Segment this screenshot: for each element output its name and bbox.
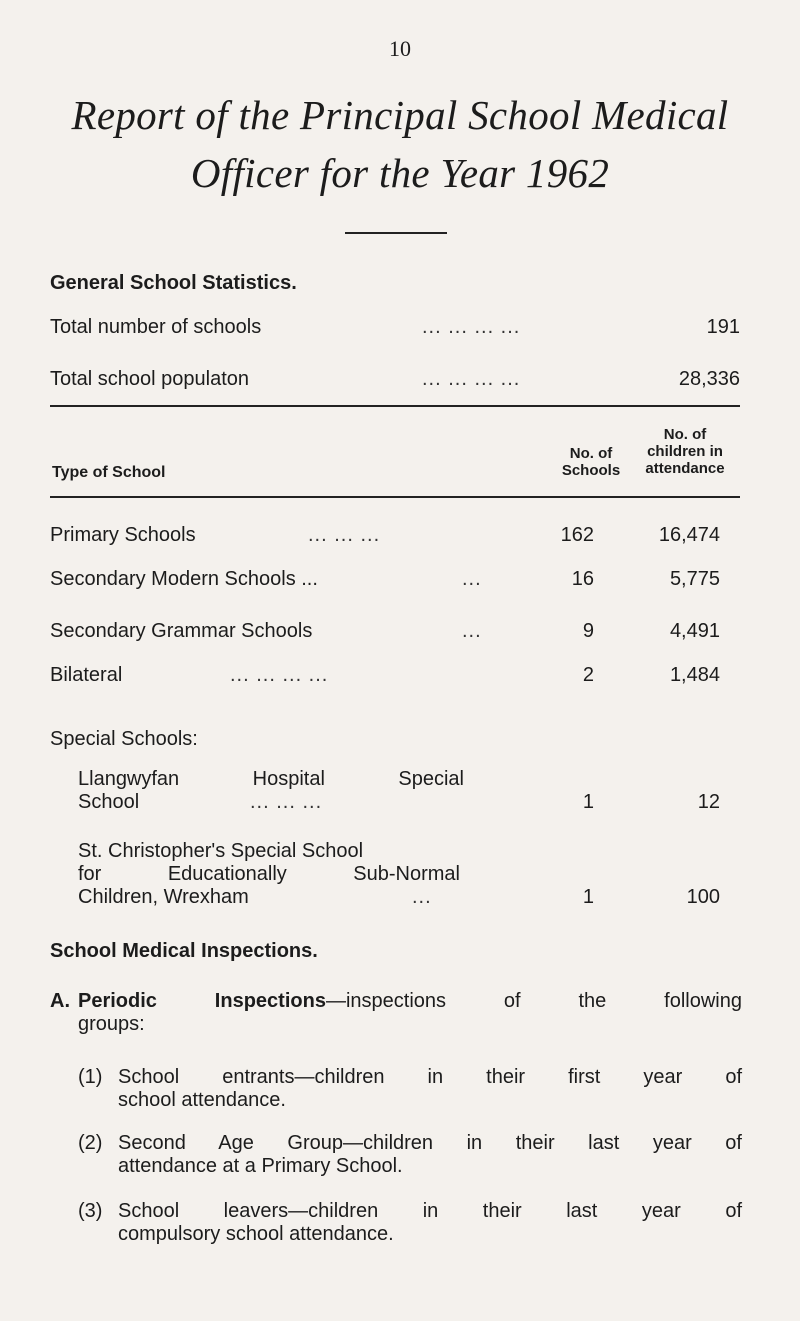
- title-line-2: Officer for the Year 1962: [190, 150, 610, 196]
- leader-dots: ... ... ... ...: [230, 664, 329, 686]
- item-line: attendance at a Primary School.: [118, 1155, 403, 1177]
- periodic-inspections-label: Periodic Inspections: [78, 990, 326, 1012]
- stat-value: 28,336: [678, 368, 740, 390]
- schools-value: 1: [582, 886, 594, 908]
- label-line: School: [78, 791, 140, 813]
- row-label: Secondary Grammar Schools: [50, 620, 313, 642]
- stat-label: Total school populaton: [50, 368, 250, 390]
- item-letter: A.: [50, 990, 70, 1012]
- label-line: Llangwyfan Hospital Special: [78, 768, 464, 790]
- paragraph-line: groups:: [78, 1013, 145, 1035]
- label-line: St. Christopher's Special School: [78, 840, 364, 862]
- leader-dots: ...: [462, 568, 482, 590]
- header-line: attendance: [645, 460, 725, 477]
- leader-dots: ... ... ...: [250, 791, 323, 813]
- item-number: (3): [78, 1200, 103, 1222]
- item-number: (1): [78, 1066, 103, 1088]
- row-label: [78, 768, 464, 814]
- schools-value: 162: [560, 524, 594, 546]
- paragraph-line: [78, 990, 742, 1013]
- title-line-1: Report of the Principal School Medical: [71, 92, 729, 138]
- general-statistics-heading: General School Statistics.: [50, 272, 297, 294]
- column-header-type: Type of School: [52, 464, 166, 481]
- item-number: (2): [78, 1132, 103, 1154]
- label-line: Children, Wrexham: [78, 886, 249, 908]
- leader-dots: ... ... ... ...: [422, 368, 521, 390]
- children-value: 5,775: [669, 568, 720, 590]
- leader-dots: ... ... ...: [308, 524, 381, 546]
- label-line: for Educationally Sub-Normal: [78, 863, 460, 885]
- children-value: 1,484: [669, 664, 720, 686]
- table-row: [78, 768, 740, 818]
- stat-row-school-population: [50, 368, 740, 394]
- table-row: [50, 568, 740, 594]
- page-title: [0, 86, 800, 202]
- row-label: [78, 840, 478, 909]
- table-row: [78, 840, 740, 912]
- schools-value: 9: [582, 620, 594, 642]
- header-line: No. of: [663, 426, 707, 443]
- schools-value: 16: [571, 568, 594, 590]
- header-line: children in: [647, 443, 723, 460]
- title-divider: [345, 232, 447, 234]
- stat-row-total-schools: [50, 316, 740, 342]
- item-line: School entrants—children in their first year of: [118, 1066, 742, 1088]
- table-row: [50, 524, 740, 550]
- leader-dots: ... ... ... ...: [422, 316, 521, 338]
- school-medical-inspections-heading: School Medical Inspections.: [50, 940, 318, 962]
- header-line: No. of: [569, 445, 613, 462]
- table-header-rule: [50, 496, 740, 498]
- header-line: Schools: [561, 462, 621, 479]
- page-number: 10: [389, 36, 411, 61]
- leader-dots: ...: [412, 886, 432, 908]
- row-label: Bilateral: [50, 664, 123, 686]
- schools-value: 1: [582, 791, 594, 813]
- item-line: Second Age Group—children in their last year of: [118, 1132, 742, 1154]
- children-value: 12: [697, 791, 720, 813]
- item-line: School leavers—children in their last year of: [118, 1200, 742, 1222]
- column-header-children: [620, 426, 750, 477]
- leader-dots: ...: [462, 620, 482, 642]
- item-line: compulsory school attendance.: [118, 1223, 394, 1245]
- paragraph-text: —inspections of the following: [325, 990, 742, 1012]
- stat-label: Total number of schools: [50, 316, 262, 338]
- table-top-rule: [50, 405, 740, 407]
- item-line: school attendance.: [118, 1089, 286, 1111]
- schools-value: 2: [582, 664, 594, 686]
- special-schools-heading-row: [50, 728, 740, 754]
- row-label: Secondary Modern Schools ...: [50, 568, 318, 590]
- children-value: 4,491: [669, 620, 720, 642]
- special-schools-heading: Special Schools:: [50, 728, 198, 750]
- children-value: 100: [686, 886, 720, 908]
- row-label: Primary Schools: [50, 524, 196, 546]
- children-value: 16,474: [658, 524, 720, 546]
- table-row: [50, 620, 740, 646]
- stat-value: 191: [706, 316, 740, 338]
- table-row: [50, 664, 740, 690]
